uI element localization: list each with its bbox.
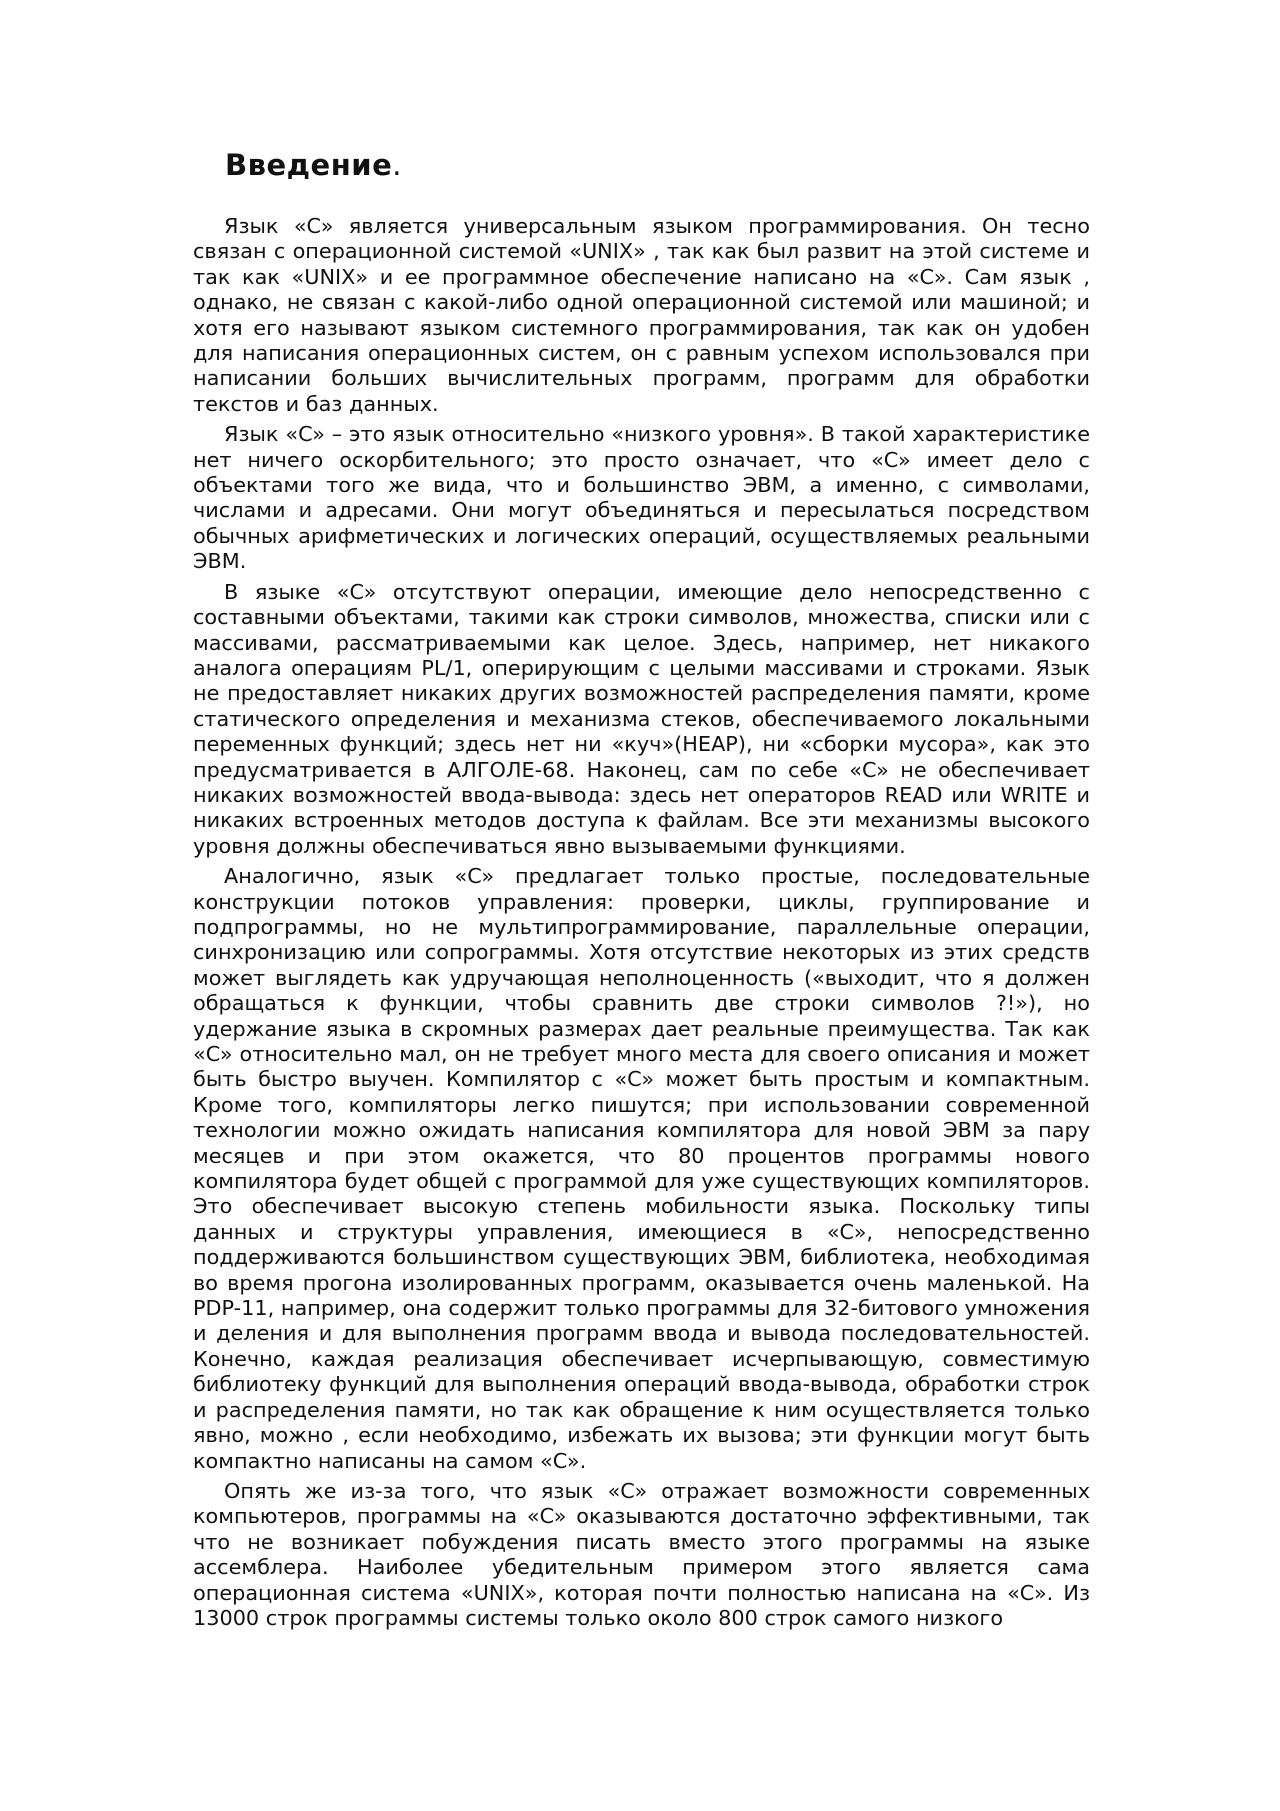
- paragraph-5: Опять же из-за того, что язык «C» отражает возможности современных компьютеров, программы на «C» оказываются достаточно эффективными, так что не возникает побуждения писать вместо этого программы на языке ассемблера. Наиболее убедительным примером этого является сама операционная система «UNIX», которая почти полностью написана на «C». Из 13000 строк программы системы только около 800 строк самого низкого: [193, 1478, 1090, 1630]
- paragraph-3: В языке «C» отсутствуют операции, имеющие дело непосредственно с составными объектами, такими как строки символов, множества, списки или с массивами, рассматриваемыми как целое. Здесь, например, нет никакого аналога операциям PL/1, оперирующим с целыми массивами и строками. Язык не предоставляет никаких других возможностей распределения памяти, кроме статического определения и механизма стеков, обеспечиваемого локальными переменных функций; здесь нет ни «куч»(HEAP), ни «сборки мусора», как это предусматривается в АЛГОЛЕ-68. Наконец, сам по себе «C» не обеспечивает никаких возможностей ввода-вывода: здесь нет операторов READ или WRITE и никаких встроенных методов доступа к файлам. Все эти механизмы высокого уровня должны обеспечиваться явно вызываемыми функциями.: [193, 579, 1090, 858]
- paragraph-1: Язык «C» является универсальным языком программирования. Он тесно связан с операционной системой «UNIX» , так как был развит на этой системе и так как «UNIX» и ее программное обеспечение написано на «C». Сам язык , однако, не связан с какой-либо одной операционной системой или машиной; и хотя его называют языком системного программирования, так как он удобен для написания операционных систем, он с равным успехом использовался при написании больших вычислительных программ, программ для обработки текстов и баз данных.: [193, 214, 1090, 416]
- section-heading-text: Введение: [225, 148, 393, 182]
- section-heading-period: .: [392, 148, 402, 182]
- section-heading: [225, 148, 402, 182]
- paragraph-4: Аналогично, язык «C» предлагает только простые, последовательные конструкции потоков управления: проверки, циклы, группирование и подпрограммы, но не мультипрограммирование, параллельные операции, синхронизацию или сопрограммы. Хотя отсутствие некоторых из этих средств может выглядеть как удручающая неполноценность («выходит, что я должен обращаться к функции, чтобы сравнить две строки символов ?!»), но удержание языка в скромных размерах дает реальные преимущества. Так как «C» относительно мал, он не требует много места для своего описания и может быть быстро выучен. Компилятор с «C» может быть простым и компактным. Кроме того, компиляторы легко пишутся; при использовании современной технологии можно ожидать написания компилятора для новой ЭВМ за пару месяцев и при этом окажется, что 80 процентов программы нового компилятора будет общей с программой для уже существующих компиляторов. Это обеспечивает высокую степень мобильности языка. Поскольку типы данных и структуры управления, имеющиеся в «C», непосредственно поддерживаются большинством существующих ЭВМ, библиотека, необходимая во время прогона изолированных программ, оказывается очень маленькой. На PDP-11, например, она содержит только программы для 32-битового умножения и деления и для выполнения программ ввода и вывода последовательностей. Конечно, каждая реализация обеспечивает исчерпывающую, совместимую библиотеку функций для выполнения операций ввода-вывода, обработки строк и распределения памяти, но так как обращение к ним осуществляется только явно, можно , если необходимо, избежать их вызова; эти функции могут быть компактно написаны на самом «C».: [193, 864, 1090, 1473]
- paragraph-2: Язык «C» – это язык относительно «низкого уровня». В такой характеристике нет ничего оскорбительного; это просто означает, что «C» имеет дело с объектами того же вида, что и большинство ЭВМ, а именно, с символами, числами и адресами. Они могут объединяться и пересылаться посредством обычных арифметических и логических операций, осуществляемых реальными ЭВМ.: [193, 422, 1090, 574]
- document-body: [193, 214, 1090, 1631]
